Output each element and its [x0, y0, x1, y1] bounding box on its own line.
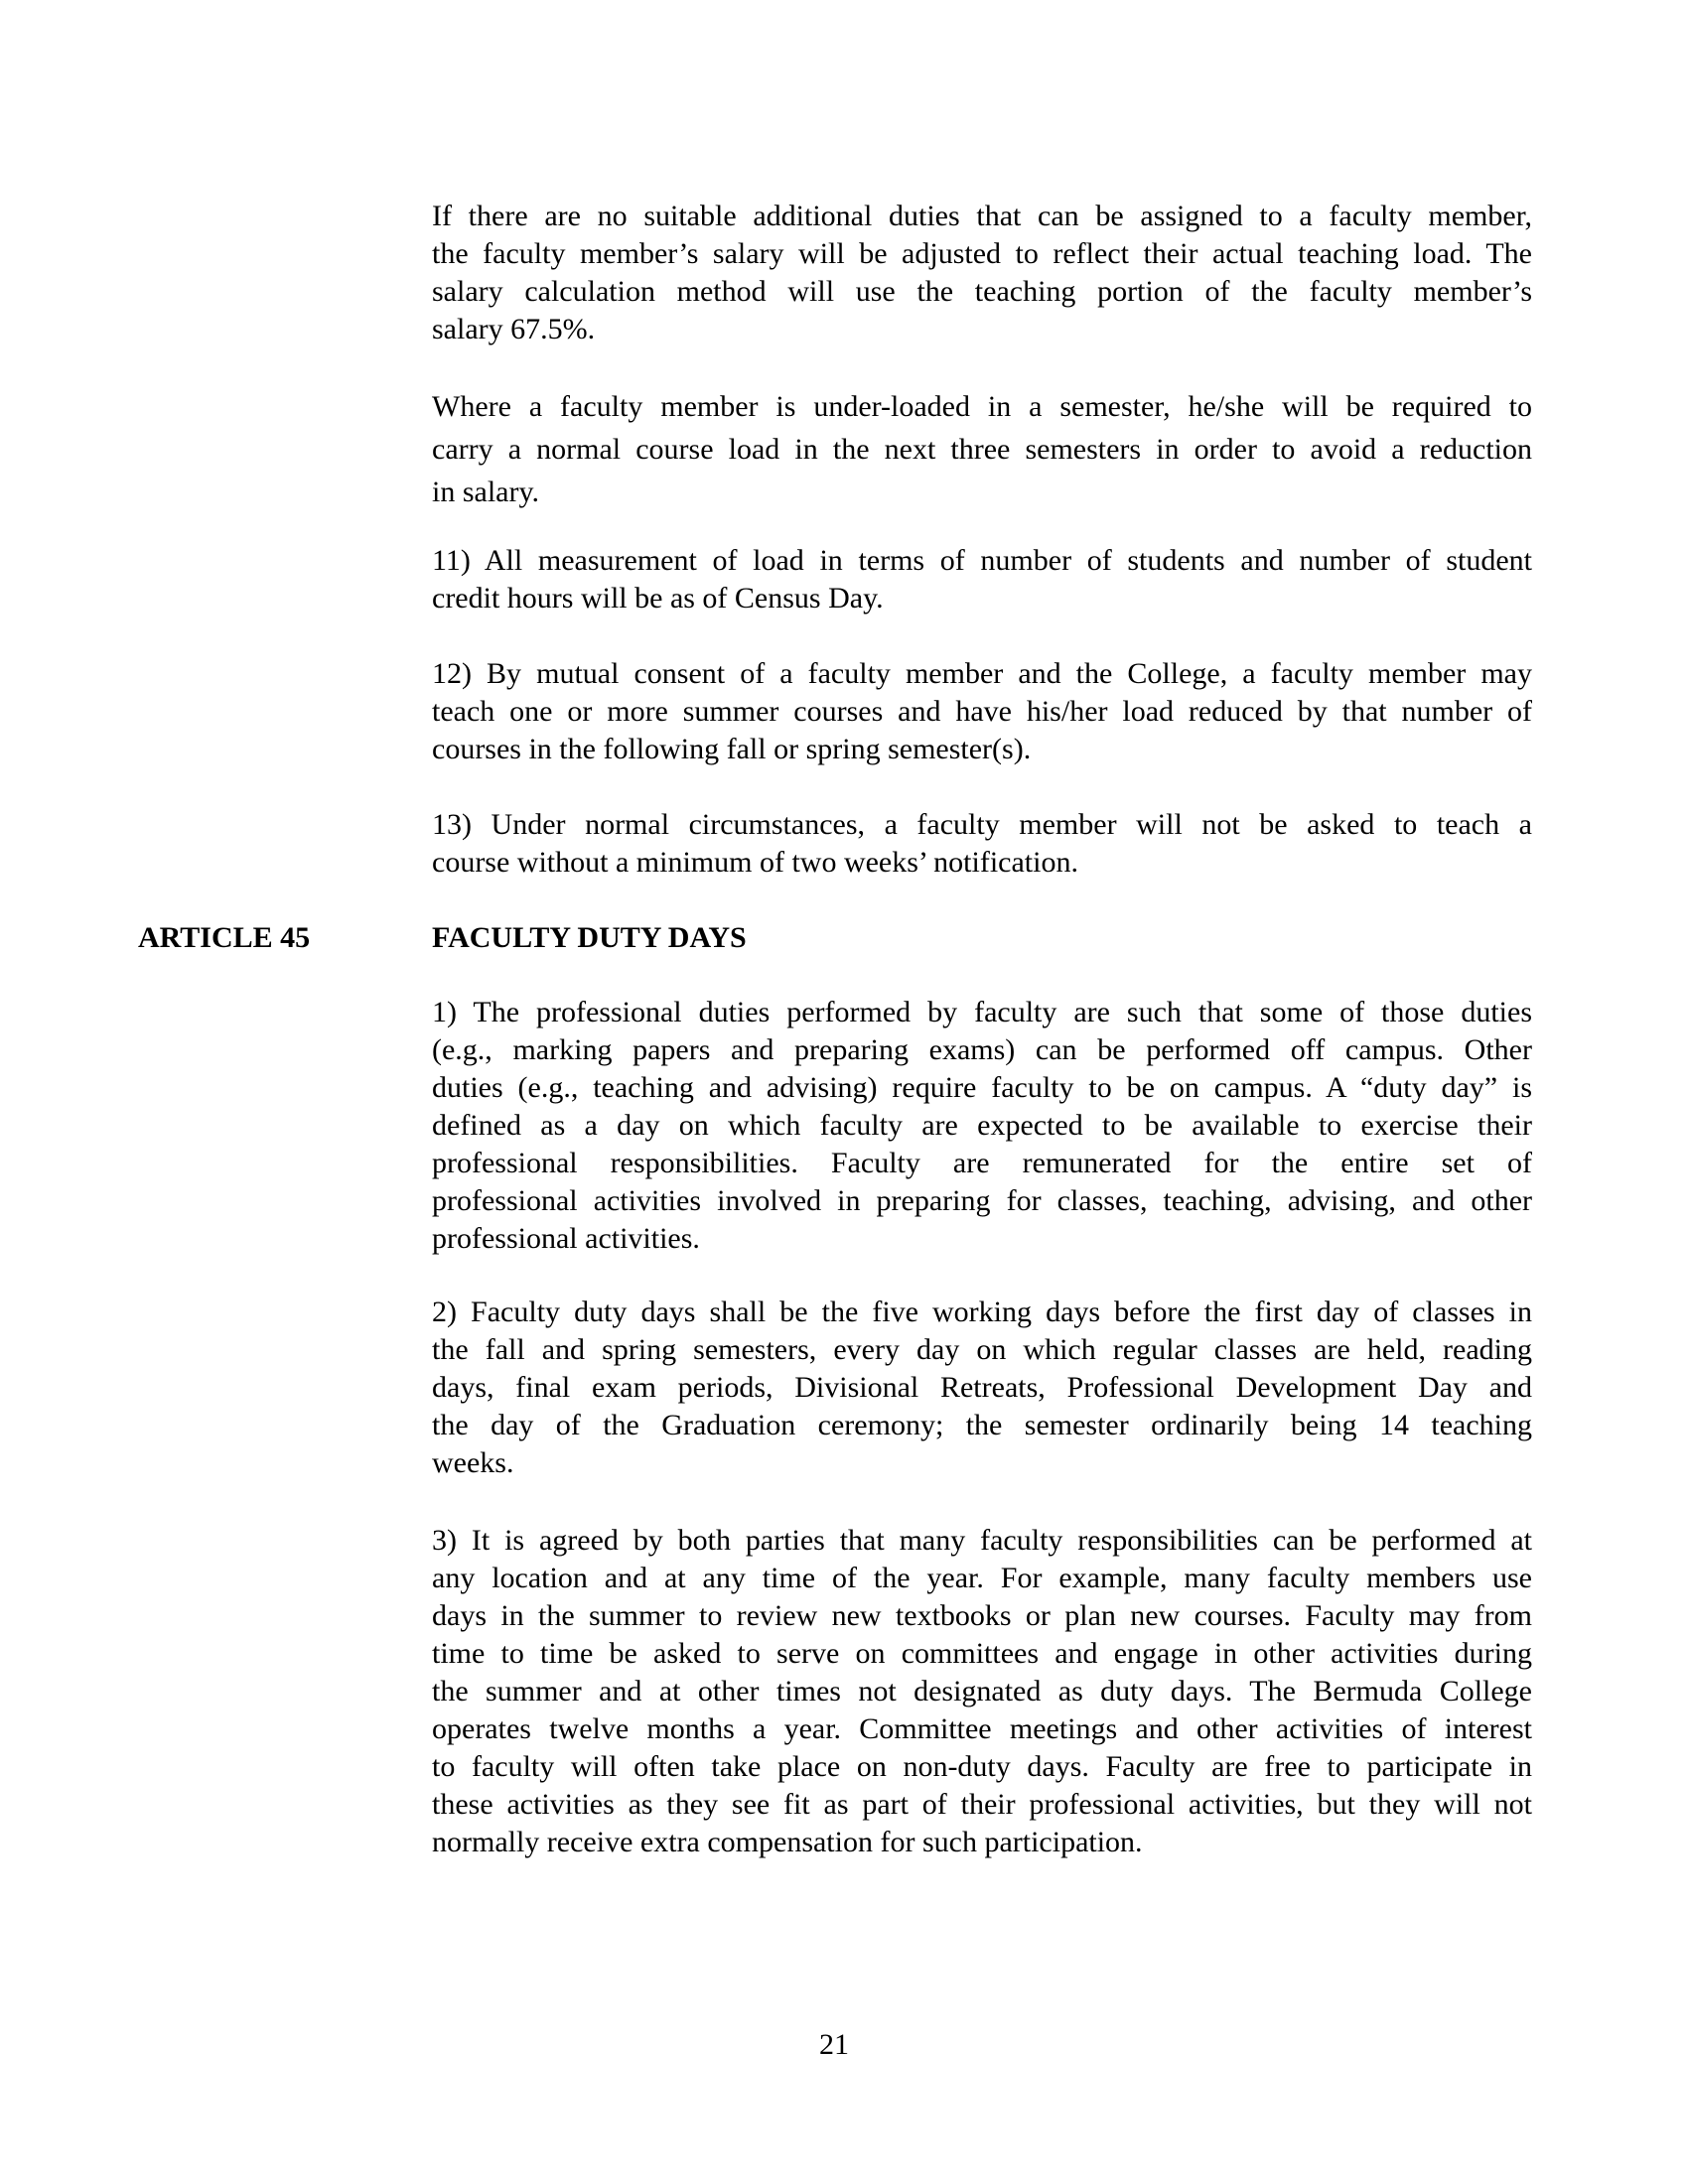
paragraph-line: (e.g., marking papers and preparing exams) can be performed off campus. Other	[432, 1033, 1532, 1066]
paragraph-line: professional activities.	[432, 1222, 700, 1255]
paragraph-line: defined as a day on which faculty are expected to be available to exercise their	[432, 1109, 1532, 1142]
paragraph-line: days, final exam periods, Divisional Retreats, Professional Development Day and	[432, 1371, 1532, 1404]
paragraph-line: days in the summer to review new textbooks or plan new courses. Faculty may from	[432, 1599, 1532, 1632]
paragraph-line: duties (e.g., teaching and advising) require faculty to be on campus. A “duty day” is	[432, 1071, 1532, 1104]
paragraph-line: time to time be asked to serve on committees and engage in other activities during	[432, 1637, 1532, 1670]
paragraph-line: 2) Faculty duty days shall be the five working days before the first day of classes in	[432, 1296, 1532, 1328]
paragraph-line: the faculty member’s salary will be adjusted to reflect their actual teaching load. The	[432, 237, 1532, 270]
paragraph-item-12	[432, 655, 1532, 768]
paragraph-line: professional activities involved in preparing for classes, teaching, advising, and other	[432, 1184, 1532, 1217]
paragraph-line: normally receive extra compensation for such participation.	[432, 1826, 1143, 1858]
paragraph-line: weeks.	[432, 1446, 514, 1479]
paragraph-line: courses in the following fall or spring semester(s).	[432, 733, 1032, 765]
paragraph-line: If there are no suitable additional duties that can be assigned to a faculty member,	[432, 200, 1532, 232]
paragraph-line: professional responsibilities. Faculty are remunerated for the entire set of	[432, 1147, 1532, 1179]
paragraph-line: credit hours will be as of Census Day.	[432, 582, 884, 614]
paragraph-line: 13) Under normal circumstances, a faculty member will not be asked to teach a	[432, 808, 1532, 841]
paragraph-line: to faculty will often take place on non-duty days. Faculty are free to participate in	[432, 1750, 1532, 1783]
paragraph-line: operates twelve months a year. Committee meetings and other activities of interest	[432, 1712, 1532, 1745]
paragraph-line: in salary.	[432, 476, 540, 508]
paragraph-line: the day of the Graduation ceremony; the semester ordinarily being 14 teaching	[432, 1409, 1532, 1441]
paragraph-line: 3) It is agreed by both parties that many faculty responsibilities can be performed at	[432, 1524, 1532, 1557]
paragraph-line: 1) The professional duties performed by faculty are such that some of those duties	[432, 996, 1532, 1028]
paragraph-line: the fall and spring semesters, every day on which regular classes are held, reading	[432, 1333, 1532, 1366]
paragraph-line: teach one or more summer courses and have his/her load reduced by that number of	[432, 695, 1532, 728]
paragraph-article-item-2	[432, 1294, 1532, 1482]
paragraph-salary-adjustment	[432, 198, 1532, 348]
article-title: FACULTY DUTY DAYS	[432, 921, 747, 954]
paragraph-line: salary calculation method will use the teaching portion of the faculty member’s	[432, 275, 1532, 308]
paragraph-line: course without a minimum of two weeks’ notification.	[432, 846, 1078, 879]
paragraph-line: the summer and at other times not designated as duty days. The Bermuda College	[432, 1675, 1532, 1707]
paragraph-line: 11) All measurement of load in terms of number of students and number of student	[432, 544, 1532, 577]
paragraph-line: these activities as they see fit as part of their professional activities, but they will not	[432, 1788, 1532, 1821]
paragraph-article-item-3	[432, 1522, 1532, 1861]
paragraph-item-13	[432, 806, 1532, 882]
paragraph-under-loaded	[432, 385, 1532, 513]
page-number: 21	[819, 2028, 849, 2061]
paragraph-line: 12) By mutual consent of a faculty member and the College, a faculty member may	[432, 657, 1532, 690]
paragraph-line: salary 67.5%.	[432, 313, 596, 345]
paragraph-article-item-1	[432, 994, 1532, 1258]
paragraph-line: any location and at any time of the year. For example, many faculty members use	[432, 1562, 1532, 1594]
article-label: ARTICLE 45	[138, 921, 311, 954]
paragraph-line: Where a faculty member is under-loaded in a semester, he/she will be required to	[432, 390, 1532, 423]
paragraph-line: carry a normal course load in the next three semesters in order to avoid a reduction	[432, 433, 1532, 466]
paragraph-item-11	[432, 542, 1532, 617]
